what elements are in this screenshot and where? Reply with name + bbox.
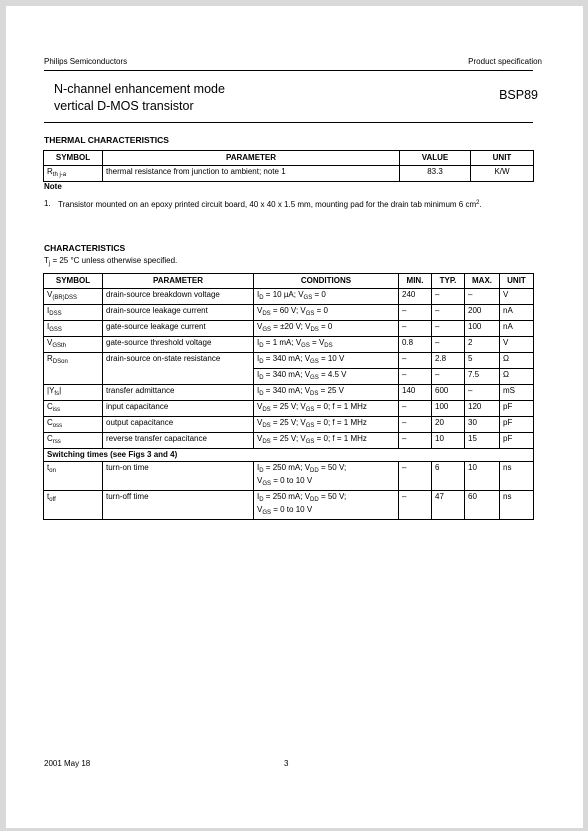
typ-cell: 20 [432,417,465,433]
symbol-cell: $V_{(BR)DSS}$ [44,289,103,305]
max-cell: 200 [465,305,500,321]
unit-cell: V [500,289,534,305]
typ-cell: 100 [432,401,465,417]
switching-times-heading: Switching times (see Figs 3 and 4) [44,449,534,462]
conditions-cell: $V_{GS} = \pm 20$ V; $V_{DS} = 0$ [254,321,399,337]
col-header: PARAMETER [103,151,400,166]
table-header-row [44,274,534,289]
table-row [44,305,534,321]
col-header: CONDITIONS [254,274,399,289]
typ-cell: 6 [432,462,465,491]
conditions-cell: $I_D = 340$ mA; $V_{GS} = 10$ V [254,353,399,369]
table-row [44,369,534,385]
table-row [44,462,534,491]
max-cell: 60 [465,491,500,520]
unit-cell: ns [500,491,534,520]
col-header: SYMBOL [44,151,103,166]
switching-times-row [44,449,534,462]
table-row [44,401,534,417]
header-rule [44,70,533,71]
min-cell: – [399,433,432,449]
col-header: PARAMETER [103,274,254,289]
col-header: SYMBOL [44,274,103,289]
parameter-cell [103,369,254,385]
parameter-cell: output capacitance [103,417,254,433]
parameter-cell: drain-source breakdown voltage [103,289,254,305]
table-row [44,385,534,401]
parameter-cell: thermal resistance from junction to ambient; note 1 [103,166,400,182]
max-cell: 100 [465,321,500,337]
col-header: UNIT [500,274,534,289]
max-cell: 30 [465,417,500,433]
typ-cell: – [432,369,465,385]
typ-cell: 600 [432,385,465,401]
max-cell: – [465,385,500,401]
symbol-cell: $R_{th j-a}$ [44,166,103,182]
conditions-note: $T_j = 25$ °C unless otherwise specified. [44,256,178,267]
conditions-cell: $I_D = 250$ mA; $V_{DD} = 50$ V; $V_{GS} = 0$ to 10 V [254,462,399,491]
note-body [44,199,533,210]
symbol-cell: $|Y_{fs}|$ [44,385,103,401]
min-cell: – [399,401,432,417]
part-number: BSP89 [499,88,538,102]
table-row [44,289,534,305]
conditions-cell: $I_D = 250$ mA; $V_{DD} = 50$ V; $V_{GS} = 0$ to 10 V [254,491,399,520]
col-header: MAX. [465,274,500,289]
parameter-cell: input capacitance [103,401,254,417]
unit-cell: mS [500,385,534,401]
table-row [44,417,534,433]
conditions-cell: $I_D = 1$ mA; $V_{GS} = V_{DS}$ [254,337,399,353]
col-header: UNIT [471,151,534,166]
max-cell: 2 [465,337,500,353]
unit-cell: V [500,337,534,353]
min-cell: 140 [399,385,432,401]
table-row [44,353,534,369]
conditions-cell: $V_{DS} = 25$ V; $V_{GS} = 0$; f = 1 MHz [254,417,399,433]
col-header: MIN. [399,274,432,289]
conditions-cell: $V_{DS} = 25$ V; $V_{GS} = 0$; f = 1 MHz [254,401,399,417]
thermal-table [43,150,534,182]
typ-cell: – [432,321,465,337]
symbol-cell: $I_{GSS}$ [44,321,103,337]
min-cell: 240 [399,289,432,305]
title-line-1: N-channel enhancement mode [54,82,225,96]
unit-cell: pF [500,433,534,449]
max-cell: 15 [465,433,500,449]
unit-cell: nA [500,321,534,337]
col-header: TYP. [432,274,465,289]
min-cell: 0.8 [399,337,432,353]
unit-cell: K/W [471,166,534,182]
thermal-section-title: THERMAL CHARACTERISTICS [44,135,169,145]
col-header: VALUE [400,151,471,166]
symbol-cell [44,369,103,385]
characteristics-section-title: CHARACTERISTICS [44,243,126,253]
unit-cell: Ω [500,353,534,369]
characteristics-table [43,273,534,520]
parameter-cell: transfer admittance [103,385,254,401]
title-rule [44,122,533,123]
conditions-cell: $I_D = 340$ mA; $V_{DS} = 25$ V [254,385,399,401]
min-cell: – [399,353,432,369]
min-cell: – [399,462,432,491]
table-row [44,433,534,449]
max-cell: 120 [465,401,500,417]
typ-cell: 47 [432,491,465,520]
table-row [44,337,534,353]
max-cell: 5 [465,353,500,369]
typ-cell: 2.8 [432,353,465,369]
typ-cell: – [432,337,465,353]
company-name: Philips Semiconductors [44,57,128,66]
conditions-cell: $I_D = 340$ mA; $V_{GS} = 4.5$ V [254,369,399,385]
typ-cell: 10 [432,433,465,449]
symbol-cell: $C_{rss}$ [44,433,103,449]
parameter-cell: gate-source leakage current [103,321,254,337]
min-cell: – [399,369,432,385]
symbol-cell: $I_{DSS}$ [44,305,103,321]
typ-cell: – [432,305,465,321]
max-cell: 7.5 [465,369,500,385]
typ-cell: – [432,289,465,305]
table-row [44,491,534,520]
unit-cell: Ω [500,369,534,385]
conditions-cell: $V_{DS} = 25$ V; $V_{GS} = 0$; f = 1 MHz [254,433,399,449]
unit-cell: nA [500,305,534,321]
min-cell: – [399,491,432,520]
conditions-cell: $I_D = 10$ µA; $V_{GS} = 0$ [254,289,399,305]
title-line-2: vertical D-MOS transistor [54,99,194,113]
unit-cell: pF [500,401,534,417]
table-row [44,166,534,182]
parameter-cell: gate-source threshold voltage [103,337,254,353]
note-number: 1. [44,199,51,208]
parameter-cell: drain-source on-state resistance [103,353,254,369]
parameter-cell: turn-off time [103,491,254,520]
parameter-cell: turn-on time [103,462,254,491]
footer-date: 2001 May 18 [44,759,91,768]
note-text: Transistor mounted on an epoxy printed circuit board, 40 x 40 x 1.5 mm, mounting pad for the drain tab minimum 6 $cm^2$. [58,200,482,209]
table-row [44,321,534,337]
min-cell: – [399,305,432,321]
document-type: Product specification [468,57,542,66]
parameter-cell: drain-source leakage current [103,305,254,321]
value-cell: 83.3 [400,166,471,182]
max-cell: 10 [465,462,500,491]
symbol-cell: $C_{oss}$ [44,417,103,433]
page-number: 3 [284,759,289,768]
parameter-cell: reverse transfer capacitance [103,433,254,449]
unit-cell: pF [500,417,534,433]
symbol-cell: $V_{GSth}$ [44,337,103,353]
max-cell: – [465,289,500,305]
unit-cell: ns [500,462,534,491]
conditions-cell: $V_{DS} = 60$ V; $V_{GS} = 0$ [254,305,399,321]
table-header-row [44,151,534,166]
symbol-cell: $t_{on}$ [44,462,103,491]
note-heading: Note [44,182,62,191]
symbol-cell: $C_{iss}$ [44,401,103,417]
symbol-cell: $t_{off}$ [44,491,103,520]
min-cell: – [399,321,432,337]
min-cell: – [399,417,432,433]
symbol-cell: $R_{DSon}$ [44,353,103,369]
